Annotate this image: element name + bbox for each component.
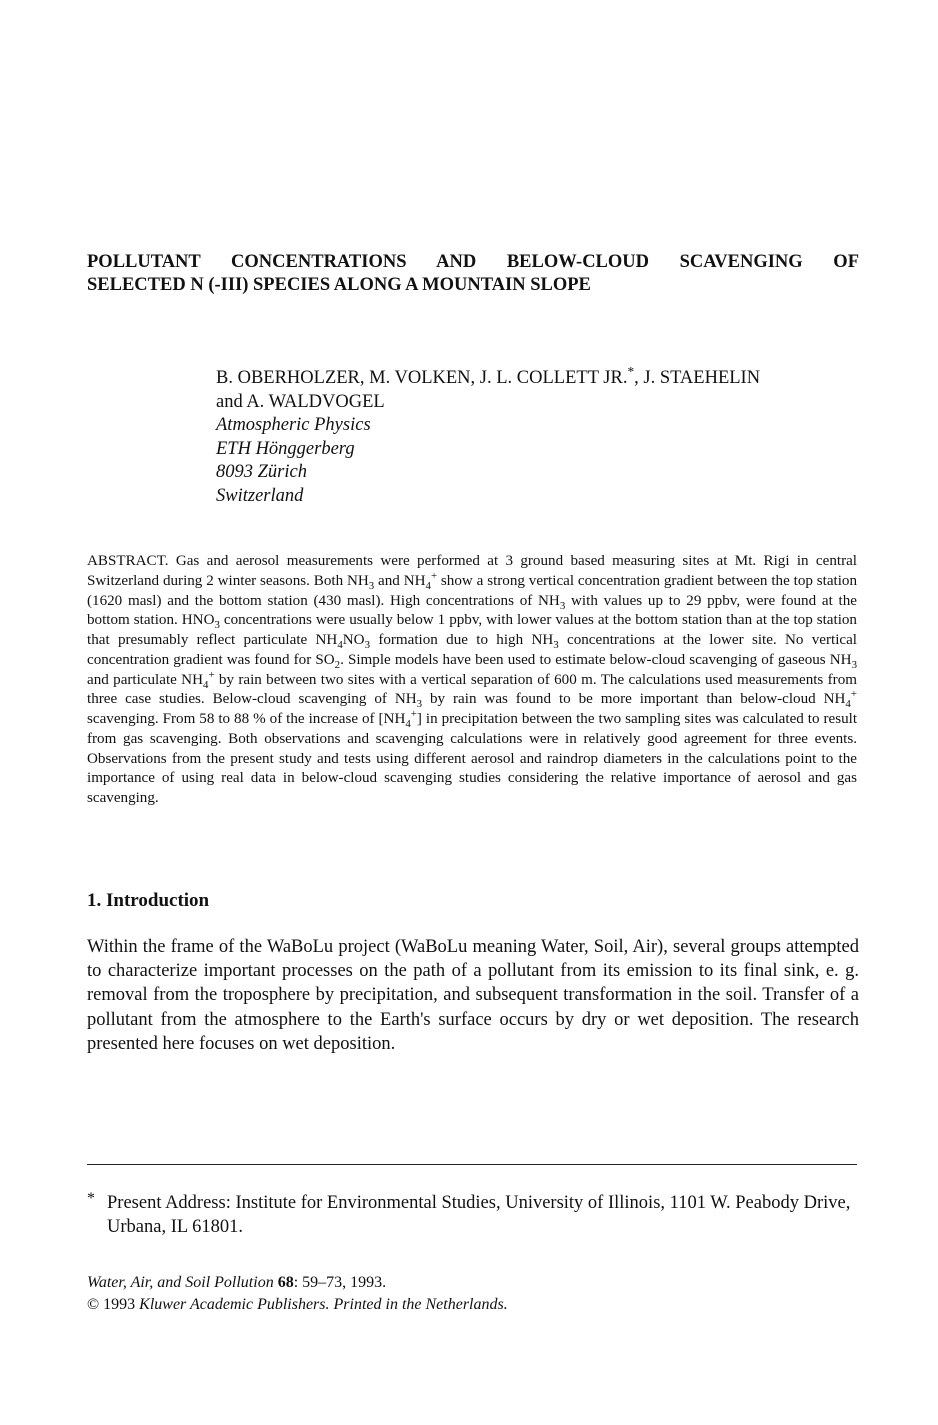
journal-reference xyxy=(87,1272,508,1294)
journal-volume: 68 xyxy=(277,1274,294,1291)
title-line-1: POLLUTANT CONCENTRATIONS AND BELOW-CLOUD SCAVENGING OF xyxy=(87,252,859,272)
author-names-line-1 xyxy=(216,363,761,391)
abstract-text: . Simple models have been used to estimate below-cloud scavenging of gaseous NH xyxy=(340,651,852,668)
journal-pages: : 59–73, 1993. xyxy=(293,1274,387,1291)
section-heading: 1. Introduction xyxy=(87,890,210,911)
subscript: 3 xyxy=(214,619,220,632)
affiliation-country: Switzerland xyxy=(216,485,304,506)
abstract-text: scavenging. From 58 to 88 % of the increase of [NH xyxy=(87,711,406,727)
subscript: 3 xyxy=(416,698,423,711)
subscript: 2 xyxy=(334,658,341,671)
abstract-text: and NH xyxy=(374,572,426,589)
abstract-text: by rain was found to be more important than below-cloud NH xyxy=(422,691,846,708)
affiliation-institution: ETH Hönggerberg xyxy=(216,438,355,459)
subscript: 3 xyxy=(553,639,559,652)
abstract-text: concentrations were usually below 1 ppbv, with lower values at the bottom station than at the top station that presumably reflect particulate NH xyxy=(87,612,857,648)
journal-name: Water, Air, and Soil Pollution xyxy=(87,1274,274,1291)
abstract-text: ABSTRACT. Gas and aerosol measurements were performed at 3 ground based measuring sites at Mt. Rigi in central Switzerland during 2 winter seasons. Both NH xyxy=(87,553,857,589)
abstract-text: by rain between two sites with a vertical separation of 600 m. The calculations used measurements from three case studies. Below-cloud scavenging of NH xyxy=(87,671,857,708)
abstract xyxy=(87,552,857,809)
author-block xyxy=(216,363,761,508)
footnote xyxy=(87,1191,859,1239)
footnote-text: Present Address: Institute for Environmental Studies, University of Illinois, 1101 W. Peabody Drive, Urbana, IL 61801. xyxy=(107,1193,851,1237)
footnote-divider xyxy=(87,1164,857,1165)
copyright-year: © 1993 xyxy=(87,1296,140,1313)
intro-paragraph: Within the frame of the WaBoLu project (WaBoLu meaning Water, Soil, Air), several groups attempted to characterize important processes on the path of a pollutant from its emission to its final sink, e. g. removal from the troposphere by precipitation, and subsequent transformation in the soil. Transfer of a pollutant from the atmosphere to the Earth's surface occurs by dry or wet deposition. The research presented here focuses on wet deposition. xyxy=(87,937,859,1054)
affiliation-city: 8093 Zürich xyxy=(216,462,307,482)
publisher: Kluwer Academic Publishers. Printed in the Netherlands. xyxy=(139,1296,508,1313)
author-names-line-2: and A. WALDVOGEL xyxy=(216,391,385,412)
abstract-text: show a strong vertical concentration gradient between the top station (1620 masl) and the bottom station (430 masl). High concentrations of NH xyxy=(87,572,858,609)
subscript: 4 xyxy=(337,639,343,652)
subscript: 4 xyxy=(203,678,209,691)
superscript: + xyxy=(430,569,438,582)
abstract-text: NO xyxy=(342,632,365,648)
subscript: 4 xyxy=(405,718,411,731)
abstract-text: with values up to 29 ppbv, were found at the bottom station. HNO xyxy=(87,592,857,629)
abstract-text: formation due to high NH xyxy=(370,632,554,648)
abstract-text: concentrations at the lower site. No vertical concentration gradient was found for SO xyxy=(87,632,857,668)
journal-citation xyxy=(87,1272,508,1316)
copyright-line xyxy=(87,1294,508,1316)
subscript: 3 xyxy=(368,579,375,592)
affiliation-department: Atmospheric Physics xyxy=(216,415,371,435)
paper-title xyxy=(87,251,859,297)
footnote-mark: * xyxy=(87,1190,95,1207)
subscript: 3 xyxy=(559,599,566,612)
superscript: + xyxy=(410,707,417,720)
superscript: + xyxy=(208,668,215,681)
author-names-b: , J. STAEHELIN xyxy=(634,368,761,388)
abstract-text: and particulate NH xyxy=(87,671,203,688)
subscript: 4 xyxy=(425,579,431,592)
subscript: 3 xyxy=(851,658,857,671)
subscript: 3 xyxy=(364,639,371,652)
author-names-a: B. OBERHOLZER, M. VOLKEN, J. L. COLLETT JR. xyxy=(216,368,628,388)
superscript: + xyxy=(850,688,857,701)
author-footnote-mark: * xyxy=(627,363,635,379)
abstract-text: ] in precipitation between the two sampling sites was calculated to result from gas scavenging. Both observations and scavenging calculations were in relatively good agreement for three events. Observations from the present study and tests using different aerosol and raindrop diameters in the calculations point to the importance of using real data in below-cloud scavenging studies considering the relative importance of aerosol and gas scavenging. xyxy=(87,711,858,806)
title-line-2: SELECTED N (-III) SPECIES ALONG A MOUNTAIN SLOPE xyxy=(87,275,591,295)
subscript: 4 xyxy=(845,698,851,711)
